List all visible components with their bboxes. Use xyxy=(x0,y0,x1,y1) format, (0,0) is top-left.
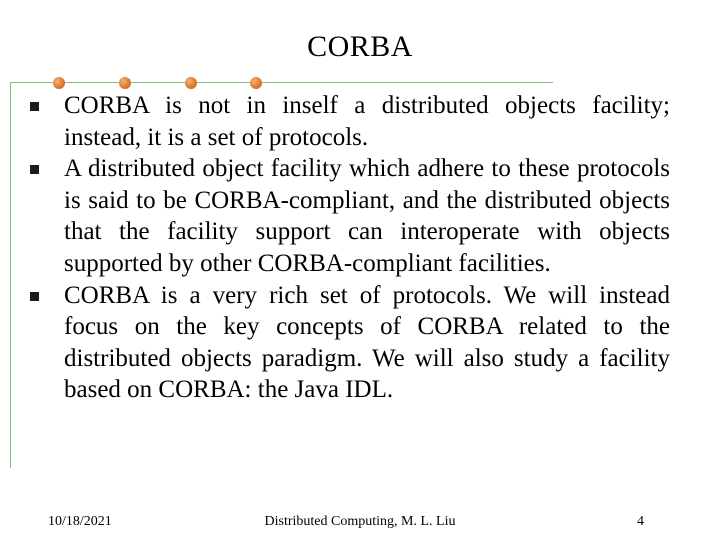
slide-title: CORBA xyxy=(307,30,413,63)
bullet-item xyxy=(30,90,670,153)
bullet-item xyxy=(30,153,670,279)
decorative-dot-4 xyxy=(250,77,262,89)
square-bullet-icon xyxy=(30,165,39,174)
decorative-dot-1 xyxy=(53,77,65,89)
decorative-vertical-rule xyxy=(10,82,11,468)
bullet-item xyxy=(30,280,670,406)
decorative-dot-3 xyxy=(185,77,197,89)
square-bullet-icon xyxy=(30,102,39,111)
footer-date: 10/18/2021 xyxy=(48,514,112,529)
bullet-text: CORBA is a very rich set of protocols. We will instead focus on the key concepts of CORBA related to the distributed objects paradigm. We will also study a facility based on CORBA: the Java IDL. xyxy=(64,281,670,404)
decorative-horizontal-rule xyxy=(10,82,553,83)
bullet-list xyxy=(30,90,670,406)
page-number: 4 xyxy=(637,514,644,529)
footer-title: Distributed Computing, M. L. Liu xyxy=(264,514,456,529)
bullet-text: A distributed object facility which adhere to these protocols is said to be CORBA-compliant, and the distributed objects that the facility support can interoperate with objects supported by other CORBA-compliant facilities. xyxy=(64,155,670,277)
decorative-dot-2 xyxy=(119,77,131,89)
square-bullet-icon xyxy=(30,292,39,301)
bullet-text: CORBA is not in inself a distributed objects facility; instead, it is a set of protocols. xyxy=(64,92,670,151)
